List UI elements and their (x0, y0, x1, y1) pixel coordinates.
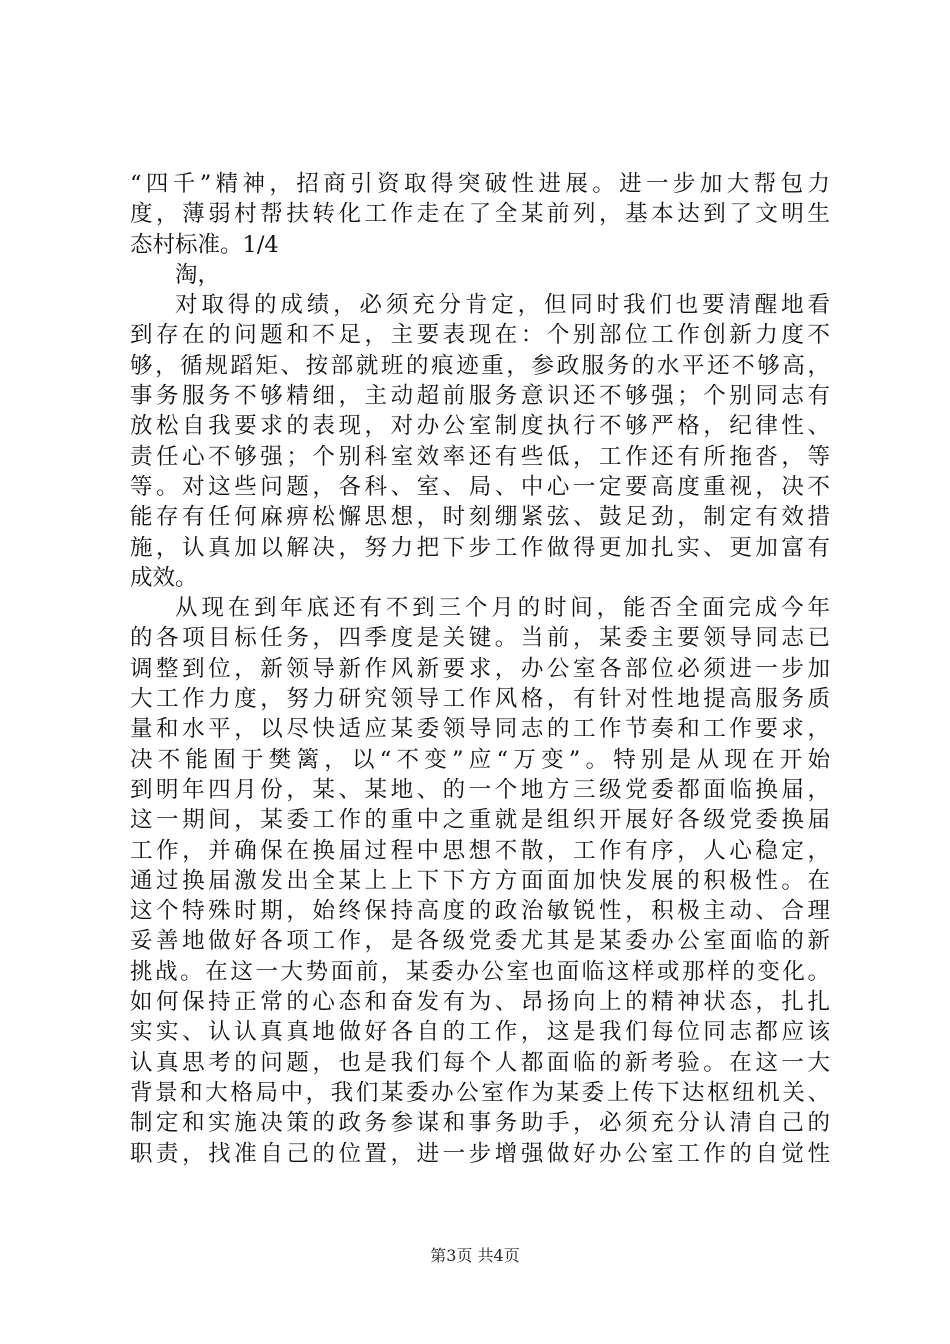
text-line: 工作，并确保在换届过程中思想不散，工作有序，人心稳定， (130, 837, 830, 864)
text-line: 背景和大格局中，我们某委办公室作为某委上传下达枢纽机关、 (130, 1079, 830, 1106)
text-line: 大工作力度，努力研究领导工作风格，有针对性地提高服务质 (130, 686, 830, 713)
text-line: 通过换届激发出全某上上下下方方面面加快发展的积极性。在 (130, 867, 830, 894)
text-line: 这个特殊时期，始终保持高度的政治敏锐性，积极主动、合理 (130, 898, 830, 925)
text-line: 如何保持正常的心态和奋发有为、昂扬向上的精神状态，扎扎 (130, 989, 830, 1016)
text-line: 决不能囿于樊篱，以“不变”应“万变”。特别是从现在开始 (130, 746, 830, 773)
text-line: 从现在到年底还有不到三个月的时间，能否全面完成今年 (175, 595, 830, 622)
document-body (130, 169, 830, 1169)
text-line: 等。对这些问题，各科、室、局、中心一定要高度重视，决不 (130, 473, 830, 500)
text-line: 放松自我要求的表现，对办公室制度执行不够严格，纪律性、 (130, 413, 830, 440)
text-line: 施，认真加以解决，努力把下步工作做得更加扎实、更加富有 (130, 534, 830, 561)
text-line: 能存有任何麻痹松懈思想，时刻绷紧弦、鼓足劲，制定有效措 (130, 504, 830, 531)
text-line: 职责，找准自己的位置，进一步增强做好办公室工作的自觉性 (130, 1140, 830, 1167)
text-line: 妥善地做好各项工作，是各级党委尤其是某委办公室面临的新 (130, 928, 830, 955)
text-line: 制定和实施决策的政务参谋和事务助手，必须充分认清自己的 (130, 1110, 830, 1137)
text-line: “四千”精神，招商引资取得突破性进展。进一步加大帮包力 (130, 171, 830, 197)
text-line: 到明年四月份，某、某地、的一个地方三级党委都面临换届， (130, 776, 830, 803)
text-line: 到存在的问题和不足，主要表现在：个别部位工作创新力度不 (130, 322, 830, 349)
text-line: 量和水平，以尽快适应某委领导同志的工作节奏和工作要求， (130, 716, 830, 743)
text-line: 事务服务不够精细，主动超前服务意识还不够强；个别同志有 (130, 383, 830, 410)
text-line: 挑战。在这一大势面前，某委办公室也面临这样或那样的变化。 (130, 958, 830, 985)
text-line: 对取得的成绩，必须充分肯定，但同时我们也要清醒地看 (175, 292, 830, 319)
text-line: 调整到位，新领导新作风新要求，办公室各部位必须进一步加 (130, 655, 830, 682)
text-line: 成效。 (130, 564, 198, 591)
text-line: 这一期间，某委工作的重中之重就是组织开展好各级党委换届 (130, 807, 830, 834)
text-line: 认真思考的问题，也是我们每个人都面临的新考验。在这一大 (130, 1049, 830, 1076)
text-line: 的各项目标任务，四季度是关键。当前，某委主要领导同志已 (130, 625, 830, 652)
text-line: 够，循规蹈矩、按部就班的痕迹重，参政服务的水平还不够高， (130, 352, 830, 379)
page-number-footer: 第3页 共4页 (430, 1246, 520, 1265)
text-line: 态村标准。1/4 (130, 231, 279, 258)
text-line: 度，薄弱村帮扶转化工作走在了全某前列，基本达到了文明生 (130, 201, 830, 228)
text-line: 实实、认认真真地做好各自的工作，这是我们每位同志都应该 (130, 1019, 830, 1046)
text-line: 淘， (175, 261, 221, 288)
text-line: 责任心不够强；个别科室效率还有些低，工作还有所拖沓，等 (130, 443, 830, 470)
